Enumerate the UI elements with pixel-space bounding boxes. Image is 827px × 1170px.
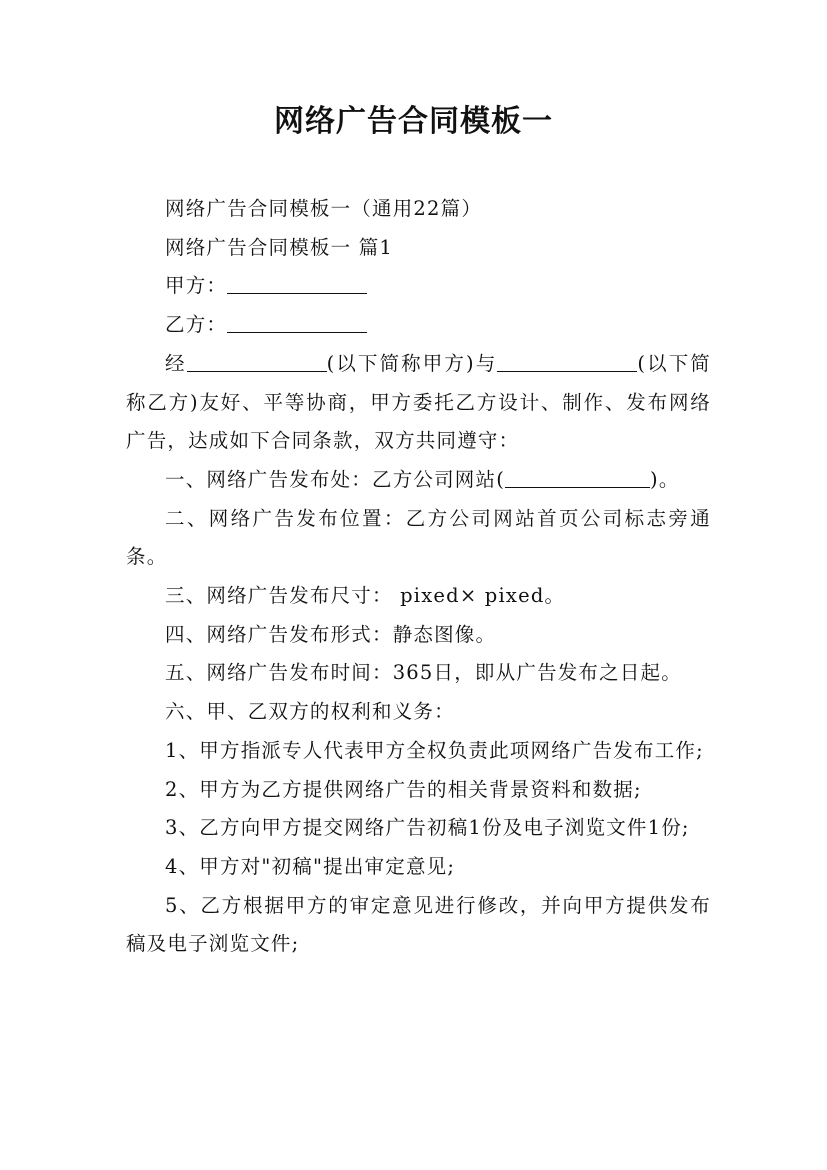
paragraph-item-2: 2、甲方为乙方提供网络广告的相关背景资料和数据; [165, 777, 642, 801]
party-a-blank [227, 274, 367, 295]
paragraph-item-3: 3、乙方向甲方提交网络广告初稿1份及电子浏览文件1份; [165, 816, 690, 840]
clause-1-part-a: 一、网络广告发布处：乙方公司网站( [165, 467, 506, 491]
paragraph-party-b [126, 306, 711, 345]
paragraph-clause-2: 二、网络广告发布位置：乙方公司网站首页公司标志旁通条。 [126, 506, 711, 569]
paragraph-section-heading: 网络广告合同模板一 篇1 [165, 235, 394, 259]
party-b-label: 乙方： [165, 313, 228, 337]
paragraph-clause-3: 三、网络广告发布尺寸： pixed× pixed。 [165, 584, 566, 608]
intro-part-a: 经 [165, 351, 187, 375]
paragraph-item-4: 4、甲方对"初稿"提出审定意见; [165, 854, 456, 878]
party-a-label: 甲方： [165, 274, 228, 298]
paragraph-clause-5: 五、网络广告发布时间：365日，即从广告发布之日起。 [165, 661, 682, 685]
paragraph-clause-6: 六、甲、乙双方的权利和义务： [165, 700, 455, 724]
intro-part-c: (以下简称乙方)友好、平等协商，甲方委托乙方设计、制作、发布网络广告，达成如下合同条款，双方共同遵守： [126, 351, 712, 453]
paragraph-item-5: 5、乙方根据甲方的审定意见进行修改，并向甲方提供发布稿及电子浏览文件; [126, 893, 711, 956]
intro-blank-a [187, 351, 327, 372]
paragraph-subtitle: 网络广告合同模板一（通用22篇） [165, 197, 483, 220]
clause-1-part-b: )。 [650, 467, 680, 491]
paragraph-item-1: 1、甲方指派专人代表甲方全权负责此项网络广告发布工作; [165, 738, 704, 762]
paragraph-clause-4: 四、网络广告发布形式：静态图像。 [165, 622, 497, 646]
paragraph-clause-1 [126, 461, 711, 500]
clause-1-blank [505, 467, 650, 488]
party-b-blank [227, 313, 367, 334]
intro-part-b: (以下简称甲方)与 [326, 351, 498, 375]
paragraph-party-a [126, 267, 711, 306]
document-body [126, 190, 711, 964]
intro-blank-b [497, 351, 637, 372]
document-title: 网络广告合同模板一 [274, 104, 553, 139]
paragraph-intro [126, 345, 711, 461]
